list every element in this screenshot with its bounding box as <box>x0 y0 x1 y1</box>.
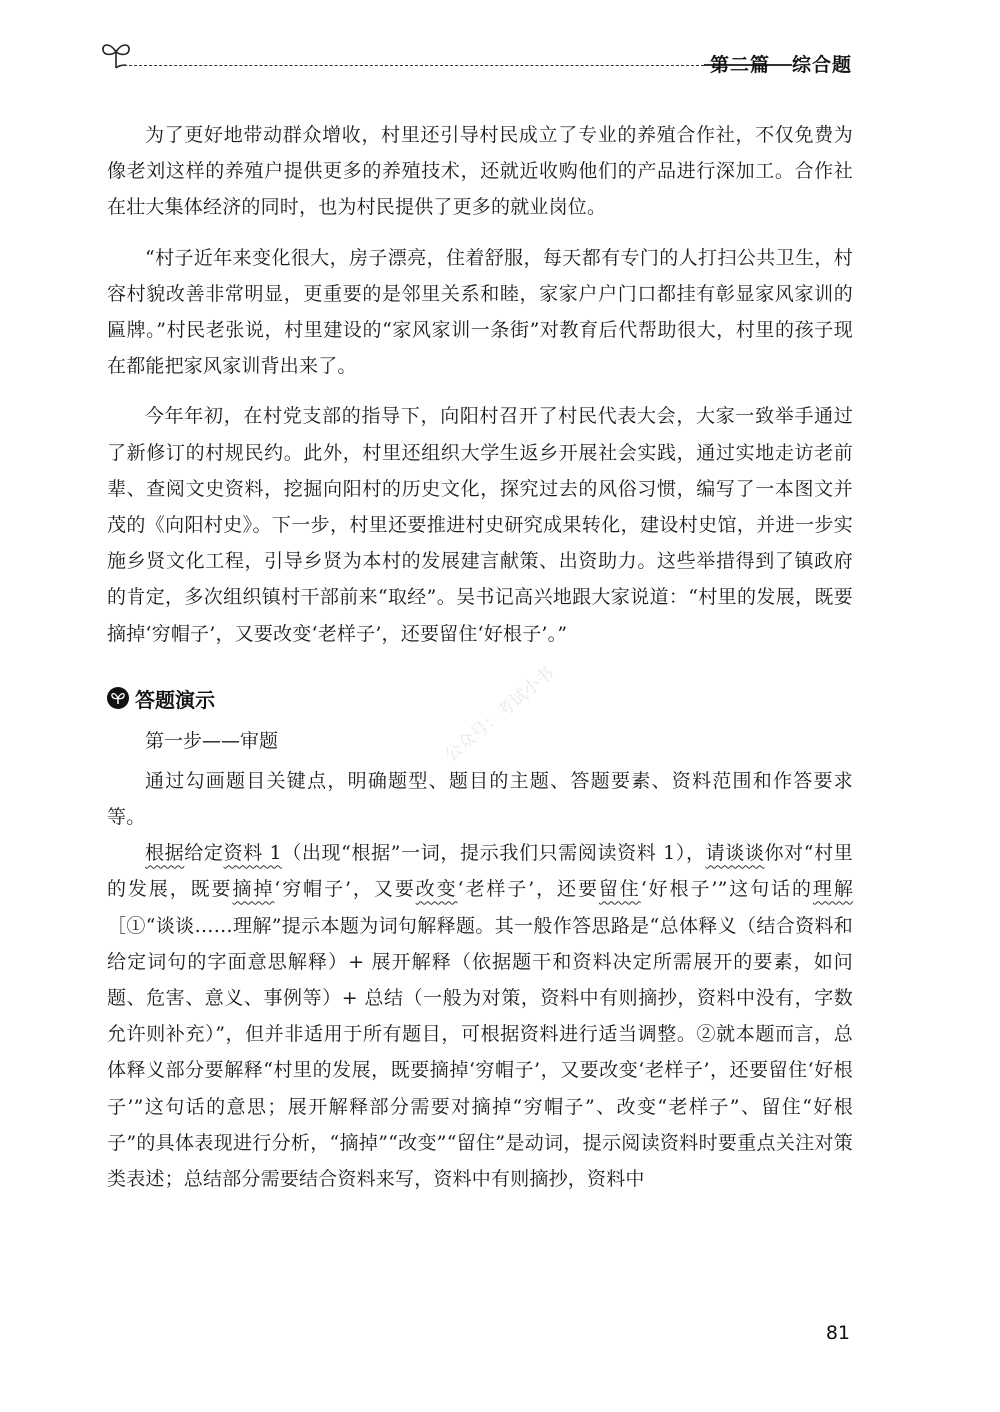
header-part: 第二篇 <box>709 54 770 76</box>
section-heading <box>107 684 853 713</box>
analysis-paragraph <box>107 835 853 1197</box>
analysis-text: （出现“根据”一词，提示我们只需阅读资料 1）， <box>281 842 706 865</box>
page-content <box>107 117 853 1211</box>
analysis-text: 给定 <box>184 842 224 865</box>
analysis-text: ‘老样子’，还要 <box>457 878 599 901</box>
step-title: 第一步——审题 <box>145 729 279 752</box>
page-number: 81 <box>825 1322 850 1344</box>
analysis-text: ［①“谈谈……理解”提示本题为词句解释题。其一般作答思路是“总体释义（结合资料和给定词句的字面意思解释）+ 展开解释（依据题干和资料决定所需展开的要素，如问题、危害、意义、事例等）+ 总结（一般为对策，资料中有则摘抄，资料中没有，字数允许则补充）”，但并非适用于所有题目，可根据资料进行适当调整。②就本题而言，总体释义部分要解释“村里的发展，既要摘掉‘穷帽子’，又要改变‘老样子’，还要留住‘好根子’”这句话的意思；展开解释部分需要对摘掉“穷帽子”、改变“老样子”、留住“好根子”的具体表现进行分析，“摘掉”“改变”“留住”是动词，提示阅读资料时要重点关注对策类表述；总结部分需要结合资料来写，资料中有则摘抄，资料中 <box>107 914 853 1191</box>
analysis-text: 你对“村里的发展，既要 <box>107 842 853 901</box>
paragraph-2: “村子近年来变化很大，房子漂亮，住着舒服，每天都有专门的人打扫公共卫生，村容村貌改善非常明显，更重要的是邻里关系和睦，家家户户门口都挂有彰显家风家训的匾牌。”村民老张说，村里建设的“家风家训一条街”对教育后代帮助很大，村里的孩子现在都能把家风家训背出来了。 <box>107 246 853 378</box>
keyword-mark: 请谈谈 <box>705 842 765 865</box>
step-intro: 通过勾画题目关键点，明确题型、题目的主题、答题要素、资料范围和作答要求等。 <box>107 769 853 829</box>
page-header <box>100 38 852 82</box>
section-title: 答题演示 <box>135 687 215 712</box>
analysis-text: ‘穷帽子’，又要 <box>274 878 416 901</box>
keyword-mark: 留住 <box>598 878 641 901</box>
analysis-text: ‘好根子’”这句话的 <box>640 878 813 901</box>
sprout-icon <box>100 38 132 74</box>
header-section: 综合题 <box>791 54 852 76</box>
paragraph-3: 今年年初，在村党支部的指导下，向阳村召开了村民代表大会，大家一致举手通过了新修订的村规民约。此外，村里还组织大学生返乡开展社会实践，通过实地走访老前辈、查阅文史资料，挖掘向阳村的历史文化，探究过去的风俗习惯，编写了一本图文并茂的《向阳村史》。下一步，村里还要推进村史研究成果转化，建设村史馆，并进一步实施乡贤文化工程，引导乡贤为本村的发展建言献策、出资助力。这些举措得到了镇政府的肯定，多次组织镇村干部前来“取经”。吴书记高兴地跟大家说道：“村里的发展，既要摘掉‘穷帽子’，又要改变‘老样子’，还要留住‘好根子’。” <box>107 405 853 645</box>
header-title <box>710 50 852 77</box>
paragraph-1: 为了更好地带动群众增收，村里还引导村民成立了专业的养殖合作社，不仅免费为像老刘这样的养殖户提供更多的养殖技术，还就近收购他们的产品进行深加工。合作社在壮大集体经济的同时，也为村民提供了更多的就业岗位。 <box>107 124 853 219</box>
header-rule <box>124 65 704 66</box>
keyword-mark: 资料 1 <box>223 842 282 865</box>
watermark: 公众号：考试小书 <box>441 663 559 766</box>
keyword-mark: 改变 <box>415 878 458 901</box>
keyword-mark: 理解 <box>812 878 854 901</box>
sprout-badge-icon <box>107 687 129 709</box>
keyword-mark: 摘掉 <box>232 878 275 901</box>
keyword-mark: 根据 <box>145 842 185 865</box>
